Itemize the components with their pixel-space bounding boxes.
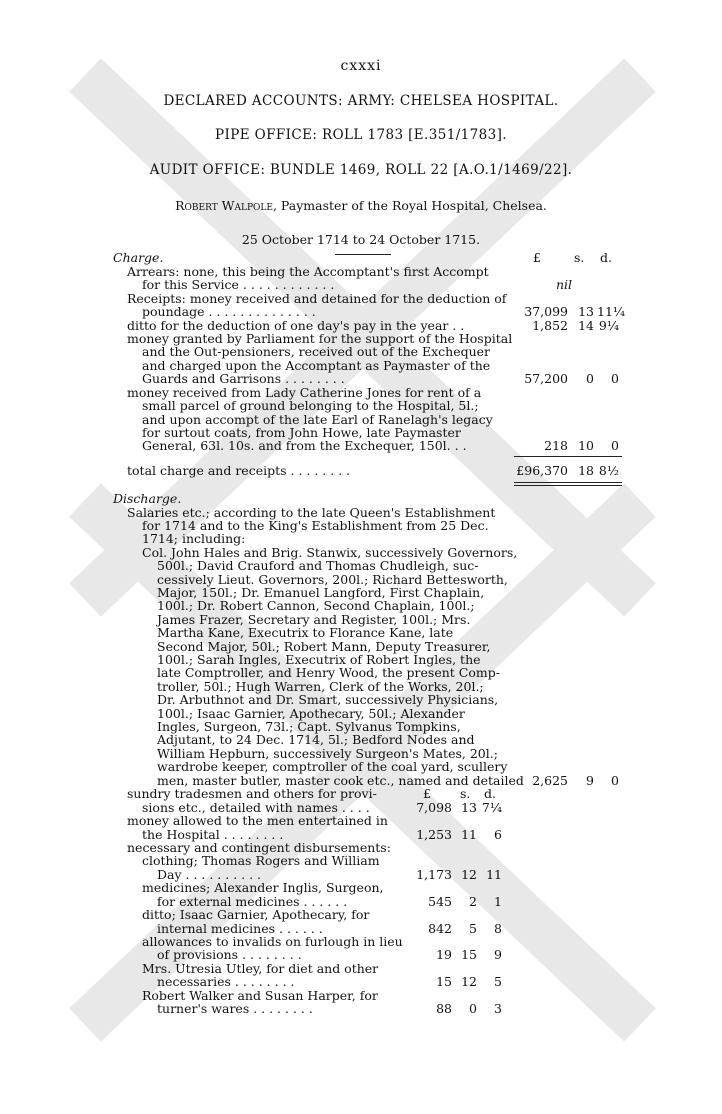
sub-line: of provisions . . . . . . . . <box>157 947 302 962</box>
amount-pence: 0 <box>611 438 619 453</box>
sub-line: Robert Walker and Susan Harper, for <box>142 988 378 1003</box>
sub-pence: 3 <box>494 1001 502 1016</box>
charge-line: poundage . . . . . . . . . . . . . . <box>142 304 316 319</box>
discharge-line: Dr. Arbuthnot and Dr. Smart, successively Physicians, <box>157 692 499 707</box>
sub-line: necessaries . . . . . . . . <box>157 974 295 989</box>
sub-line: sions etc., detailed with names . . . . <box>142 800 370 815</box>
charge-line: money granted by Parliament for the support of the Hospital <box>127 331 513 346</box>
amount-pence: 9¼ <box>598 318 619 333</box>
total-shilling: 18 <box>578 463 594 478</box>
sub-pence: 1 <box>494 894 502 909</box>
amount-shilling: 14 <box>578 318 594 333</box>
amount-shilling: 0 <box>586 371 594 386</box>
amount-pence: 0 <box>611 371 619 386</box>
discharge-line: troller, 50l.; Hugh Warren, Clerk of the Works, 20l.; <box>157 679 484 694</box>
discharge-line: 500l.; David Crauford and Thomas Chudleigh, suc- <box>157 558 479 573</box>
charge-line: and the Out-pensioners, received out of the Exchequer <box>142 344 491 359</box>
discharge-line: wardrobe keeper, comptroller of the coal yard, scullery <box>157 759 508 774</box>
sub-pence: 11 <box>486 867 502 882</box>
page-number: cxxxi <box>340 58 382 74</box>
discharge-line: cessively Lieut. Governors, 200l.; Richard Bettesworth, <box>157 572 508 587</box>
sub-pound: 1,173 <box>416 867 452 882</box>
accountant-line <box>0 198 722 213</box>
charge-line: and charged upon the Accomptant as Paymaster of the <box>142 358 491 373</box>
heading-pipe-office: PIPE OFFICE: ROLL 1783 [E.351/1783]. <box>215 127 507 143</box>
accountant-name: Robert Walpole <box>175 198 273 213</box>
amount-pound: 37,099 <box>524 304 568 319</box>
discharge-line: late Comptroller, and Henry Wood, the present Comp- <box>157 665 500 680</box>
sub-pence: 6 <box>494 827 502 842</box>
discharge-line: 100l.; Dr. Robert Cannon, Second Chaplain, 100l.; <box>157 598 475 613</box>
col-shilling: s. <box>574 250 585 265</box>
sub-line: Day . . . . . . . . . . <box>157 867 262 882</box>
sub-shilling: 11 <box>461 827 477 842</box>
charge-line: ditto for the deduction of one day's pay in the year . . <box>127 318 465 333</box>
charge-line: Guards and Garrisons . . . . . . . . <box>142 371 345 386</box>
discharge-line: Second Major, 50l.; Robert Mann, Deputy Treasurer, <box>157 639 491 654</box>
total-pound: £96,370 <box>516 463 568 478</box>
sub-col-pence: d. <box>484 786 496 801</box>
charge-label: Charge. <box>113 250 164 265</box>
total-rule-2 <box>514 485 622 486</box>
amount-arrears: nil <box>556 277 573 292</box>
amount-pence: 11¼ <box>597 304 626 319</box>
salaries-pound: 2,625 <box>532 773 568 788</box>
discharge-line: men, master butler, master cook etc., named and detailed <box>157 773 524 788</box>
sub-pound: 15 <box>436 974 452 989</box>
sub-shilling: 0 <box>469 1001 477 1016</box>
heading-main: DECLARED ACCOUNTS: ARMY: CHELSEA HOSPITAL. <box>163 93 559 109</box>
sub-shilling: 15 <box>461 947 477 962</box>
amount-shilling: 10 <box>578 438 594 453</box>
sub-pence: 5 <box>494 974 502 989</box>
sub-shilling: 12 <box>461 974 477 989</box>
total-pence: 8½ <box>598 463 619 478</box>
discharge-line: William Hepburn, successively Surgeon's Mates, 20l.; <box>157 746 498 761</box>
sub-line: Mrs. Utresia Utley, for diet and other <box>142 961 379 976</box>
sub-line: allowances to invalids on furlough in lieu <box>142 934 403 949</box>
amount-shilling: 13 <box>578 304 594 319</box>
col-pence: d. <box>600 250 612 265</box>
heading-audit-office: AUDIT OFFICE: BUNDLE 1469, ROLL 22 [A.O.1/1469/22]. <box>149 162 573 178</box>
discharge-line: Salaries etc.; according to the late Queen's Establishment <box>127 505 496 520</box>
discharge-line: Ingles, Surgeon, 73l.; Capt. Sylvanus Tompkins, <box>157 719 461 734</box>
total-label: total charge and receipts . . . . . . . . <box>127 463 351 478</box>
discharge-line: Col. John Hales and Brig. Stanwix, successively Governors, <box>142 545 518 560</box>
charge-line: small parcel of ground belonging to the Hospital, 5l.; <box>142 398 479 413</box>
charge-line: Receipts: money received and detained for the deduction of <box>127 291 507 306</box>
discharge-line: Major, 150l.; Dr. Emanuel Langford, First Chaplain, <box>157 585 485 600</box>
accountant-title: , Paymaster of the Royal Hospital, Chelsea. <box>272 198 547 213</box>
sub-pound: 88 <box>436 1001 452 1016</box>
sub-pence: 9 <box>494 947 502 962</box>
sub-col-pound: £ <box>423 786 431 801</box>
total-rule-1 <box>514 482 622 483</box>
amount-pound: 1,852 <box>532 318 568 333</box>
amount-pound: 218 <box>544 438 568 453</box>
charge-line: for this Service . . . . . . . . . . . . <box>142 277 335 292</box>
sub-line: necessary and contingent disbursements: <box>127 840 391 855</box>
sub-pound: 545 <box>428 894 452 909</box>
discharge-line: Adjutant, to 24 Dec. 1714, 5l.; Bedford Nodes and <box>157 732 475 747</box>
period: 25 October 1714 to 24 October 1715. <box>241 232 481 247</box>
sub-shilling: 5 <box>469 921 477 936</box>
sub-pound: 19 <box>436 947 452 962</box>
subtotal-rule <box>514 456 622 457</box>
sub-shilling: 13 <box>461 800 477 815</box>
sub-pound: 842 <box>428 921 452 936</box>
sub-line: clothing; Thomas Rogers and William <box>142 853 380 868</box>
discharge-label: Discharge. <box>113 491 182 506</box>
col-pound: £ <box>533 250 541 265</box>
sub-line: money allowed to the men entertained in <box>127 813 388 828</box>
sub-pound: 7,098 <box>416 800 452 815</box>
sub-line: medicines; Alexander Inglis, Surgeon, <box>142 880 384 895</box>
sub-line: internal medicines . . . . . . <box>157 921 323 936</box>
sub-pound: 1,253 <box>416 827 452 842</box>
discharge-line: for 1714 and to the King's Establishment from 25 Dec. <box>142 518 489 533</box>
header-rule <box>335 254 391 255</box>
sub-shilling: 12 <box>461 867 477 882</box>
charge-line: and upon accompt of the late Earl of Ranelagh's legacy <box>142 412 493 427</box>
discharge-line: James Frazer, Secretary and Register, 100l.; Mrs. <box>157 612 471 627</box>
charge-line: General, 63l. 10s. and from the Exchequer, 150l. . . <box>142 438 467 453</box>
sub-pence: 8 <box>494 921 502 936</box>
discharge-line: Martha Kane, Executrix to Florance Kane, late <box>157 625 454 640</box>
sub-shilling: 2 <box>469 894 477 909</box>
sub-line: ditto; Isaac Garnier, Apothecary, for <box>142 907 370 922</box>
charge-line: money received from Lady Catherine Jones for rent of a <box>127 385 482 400</box>
salaries-shilling: 9 <box>586 773 594 788</box>
sub-line: for external medicines . . . . . . <box>157 894 348 909</box>
amount-pound: 57,200 <box>524 371 568 386</box>
discharge-line: 100l.; Isaac Garnier, Apothecary, 50l.; Alexander <box>157 706 465 721</box>
charge-line: for surtout coats, from John Howe, late Paymaster <box>142 425 461 440</box>
discharge-line: 1714; including: <box>142 531 246 546</box>
sub-pence: 7¼ <box>481 800 502 815</box>
discharge-line: 100l.; Sarah Ingles, Executrix of Robert Ingles, the <box>157 652 481 667</box>
sub-col-shilling: s. <box>460 786 471 801</box>
sub-line: the Hospital . . . . . . . . <box>142 827 284 842</box>
sub-line: turner's wares . . . . . . . . <box>157 1001 313 1016</box>
sub-line: sundry tradesmen and others for provi- <box>127 786 377 801</box>
salaries-pence: 0 <box>611 773 619 788</box>
charge-line: Arrears: none, this being the Accomptant's first Accompt <box>127 264 489 279</box>
